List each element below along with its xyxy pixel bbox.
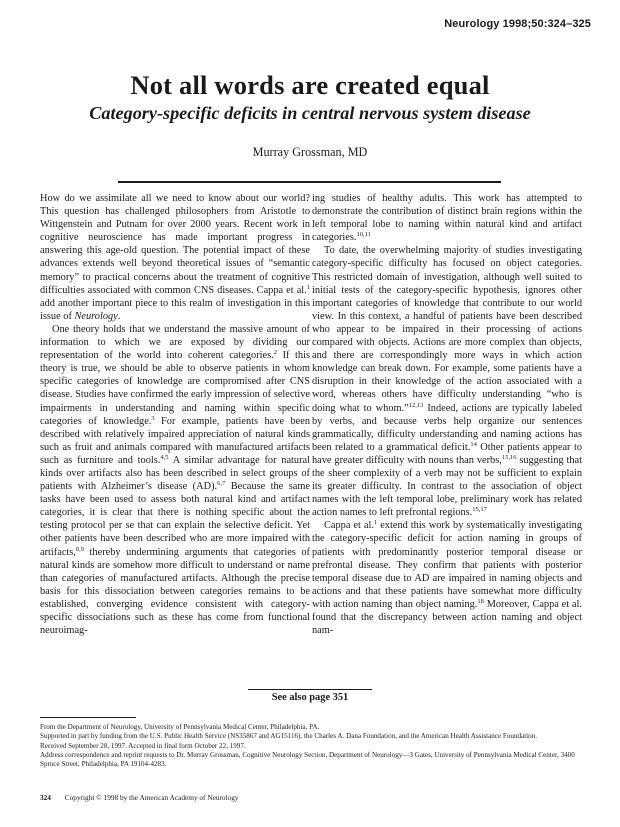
reference-marker: 18 (477, 597, 484, 605)
paragraph: ing studies of healthy adults. This work has attempted to demonstrate the contribution of distinct brain regions within the left temporal lobe to naming within natural kind and artifact categories.$^{10,11}$ (312, 193, 582, 244)
reference-marker: 2 (273, 349, 277, 357)
reference-marker: 15,17 (472, 506, 487, 514)
footnote-divider (40, 717, 136, 718)
left-column (40, 192, 310, 637)
reference-marker: 12,13 (408, 401, 424, 409)
paragraph: One theory holds that we understand the massive amount of information to which we are exposed by dividing our representation of the world into coherent categories.$^2$ If this theory is true, we should be able to observe patients in whom specific categories of knowledge are compromised after CNS disease. Studies have confirmed the early impression of selective impairments in understanding and naming within specific categories of knowledge.$^3$ For example, patients have been described with relatively impaired appreciation of natural kinds such as fruit and animals compared with manufactured artifacts such as furniture and tools.$^{4,5}$ A similar advantage for natural kinds over artifacts also has been described in select groups of patients with Alzheimer’s disease (AD).$^{6,7}$ Because the same tasks have been used to assess both natural kind and artifact categories, it is clear that there is nothing specific about the testing protocol per se that can explain the selective deficit. Yet other patients have been described who are more impaired with artifacts,$^{8,9}$ thereby undermining arguments that categories of natural kinds are somehow more difficult to understand or name than categories of manufactured artifacts. Although the precise basis for this dissociation between categories remains to be established, converging evidence consistent with category-specific dissociations such as these has come from functional neuroimag- (40, 323, 311, 637)
reference-marker: 6,7 (217, 480, 226, 488)
article-title: Not all words are created equal (130, 70, 490, 100)
reference-marker: 4,5 (160, 453, 169, 461)
title-divider (118, 181, 501, 183)
article-subtitle: Category-specific deficits in central nervous system disease (89, 103, 531, 123)
reference-marker: 15,16 (501, 453, 517, 461)
journal-name: Neurology (74, 310, 118, 322)
journal-reference: Neurology 1998;50:324–325 (444, 18, 591, 30)
see-also-divider (248, 689, 372, 690)
reference-marker: 14 (470, 440, 477, 448)
reference-marker: 3 (151, 414, 155, 422)
correspondence-note: Address correspondence and reprint requests to Dr. Murray Grossman, Cognitive Neurology Section, Department of Neurology—3 Gates, University of Pennsylvania Medical Center, 3400 Spruce Street, Philadelphia, PA 19104-4283. (40, 750, 575, 769)
paragraph: To date, the overwhelming majority of studies investigating category-specific difficulty has focused on object categories. This restricted domain of investigation, although well suited to initial tests of the category-specific hypothesis, ignores other important categories of knowledge that contribute to our world view. In this context, a handful of patients have been described who appear to be impaired in their processing of actions compared with objects. Actions are more complex than objects, and there are correspondingly more ways in which action knowledge can break down. For example, some patients have a disruption in their knowledge of the action associated with a word, whereas others have difficulty understanding “who is doing what to whom.”$^{12,13}$ Indeed, actions are typically labeled by verbs, and because verbs help organize our sentences grammatically, difficulty understanding and naming actions has been related to a grammatical deficit.$^{14}$ Other patients appear to have greater difficulty with nouns than verbs,$^{15,16}$ suggesting that the sheer complexity of a verb may not be sufficient to explain its greater difficulty. In contrast to the association of object names with the left temporal lobe, preliminary work has related action names to left prefrontal regions.$^{15,17}$ (312, 245, 582, 519)
funding-note: Supported in part by funding from the U.S. Public Health Service (NS35867 and AG15116), the Charles A. Dana Foundation, and the American Health Assistance Foundation. (40, 732, 538, 741)
paragraph: Cappa et al.$^1$ extend this work by systematically investigating the category-specific deficit for action naming in groups of patients with predominantly posterior temporal disease or prefrontal disease. They confirm that patients with posterior temporal disease due to AD are impaired in naming objects and actions and that these patients have somewhat more difficulty with action naming than object naming.$^{18}$ Moreover, Cappa et al. found that the discrepancy between action naming and object nam- (312, 519, 582, 637)
paragraph: How do we assimilate all we need to know about our world? This question has challenged philosophers from Aristotle to Wittgenstein and Putnam for over 2000 years. Recent work in cognitive neuroscience has made important progress in answering this age-old question. The potential impact of these advances extends well beyond theoretical issues of “semantic memory” to practical concerns about the treatment of cognitive difficulties associated with common CNS diseases. Cappa et al.$^1$ add another important piece to this realm of investigation in this issue of Neurology. (40, 193, 310, 322)
received-note: Received September 28, 1997. Accepted in final form October 22, 1997. (40, 741, 246, 750)
copyright-notice: Copyright © 1998 by the American Academy of Neurology (64, 793, 239, 802)
reference-marker: 1 (306, 283, 310, 291)
see-also-link[interactable]: See also page 351 (271, 692, 349, 703)
page-footer (40, 793, 239, 802)
footnotes (40, 723, 588, 769)
reference-marker: 10,11 (356, 231, 371, 239)
author-byline: Murray Grossman, MD (252, 145, 368, 159)
reference-marker: 1 (373, 519, 378, 527)
page-number: 324 (40, 793, 51, 802)
right-column (312, 192, 582, 637)
affiliation-note: From the Department of Neurology, University of Pennsylvania Medical Center, Philadelphia, PA. (40, 723, 320, 731)
reference-marker: 8,9 (75, 545, 85, 553)
